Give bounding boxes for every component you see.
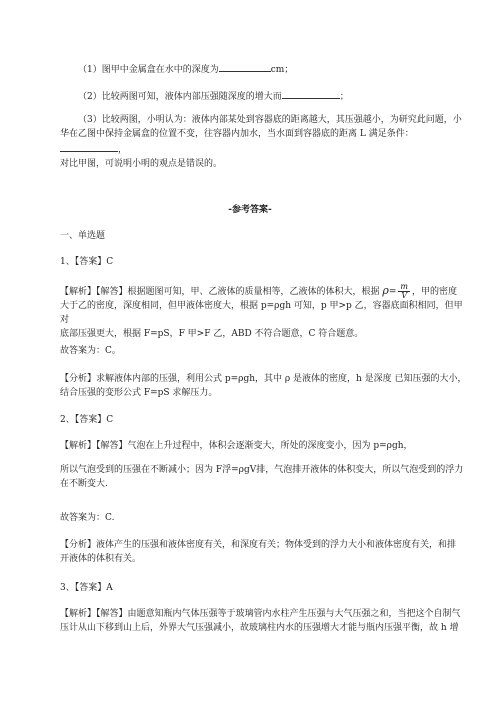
answer-blank-3[interactable]: [60, 142, 118, 152]
section-heading: 一、单选题: [60, 231, 106, 241]
rho-symbol: ρ: [382, 284, 389, 297]
answer-3-explanation: 【解析】【解答】由题意知瓶内气体压强等于玻璃管内水柱产生压强与大气压强之和，当把这个自制气 压计从山下移到山上后，外界大气压强减小，故玻璃柱内水的压强增大才能与瓶内压强平衡，故 h 增: [60, 609, 461, 633]
answer-blank-1[interactable]: [219, 62, 271, 72]
answer-1-analysis: 【分析】求解液体内部的压强，利用公式 p=ρgh，其中 ρ 是液体的密度，h 是深度 已知压强的大小， 结合压强的变形公式 F=pS 求解压力。: [60, 374, 467, 398]
question-3: （3）比较两图，小明认为：液体内部某处到容器底的距离越大，其压强越小，为研究此问题，小 华在乙图中保持金属盒的位置不变，往容器内加水，当水面到容器底的距离 L 满足条件：， 对比甲图，可说明小明的观点是错误的。: [60, 114, 470, 172]
answer-2-header: 2、【答案】C: [60, 415, 114, 425]
question-1-text: （1）图甲中金属盒在水中的深度为: [78, 65, 219, 75]
question-3-line-1: （3）比较两图，小明认为：液体内部某处到容器底的距离越大，其压强越小，为研究此问题，小: [78, 115, 462, 125]
density-formula: $\frac{m}{V}$: [400, 282, 408, 300]
question-2-suffix: ；: [339, 92, 349, 102]
answer-1-conclusion: 故答案为：C。: [60, 346, 121, 356]
answer-1-header: 1、【答案】C: [60, 257, 114, 267]
question-2-text: （2）比较两图可知，液体内部压强随深度的增大而: [78, 92, 282, 102]
question-2: [60, 89, 488, 105]
answer-2-conclusion: 故答案为：C.: [60, 513, 115, 523]
answer-3-header: 3、【答案】A: [60, 583, 113, 593]
answer-title: -参考答案-: [228, 205, 272, 215]
answer-blank-2[interactable]: [282, 89, 340, 99]
question-1-unit: cm；: [270, 65, 294, 75]
question-1: [60, 62, 488, 78]
question-3-line-2: 华在乙图中保持金属盒的位置不变，往容器内加水，当水面到容器底的距离 L 满足条件：: [60, 128, 414, 139]
answer-2-explanation: 【解析】【解答】气泡在上升过程中，体积会逐渐变大，所处的深度变小，因为 p=ρgh， 所以气泡受到的压强在不断减小；因为 F浮=ρgV排，气泡排开液体的体积变大，所以气泡受到的浮力 在不断变大.: [60, 441, 464, 489]
question-3-line-3: 对比甲图，可说明小明的观点是错误的。: [60, 158, 223, 169]
answer-2-analysis: 【分析】液体产生的压强和液体密度有关，和深度有关；物体受到的浮力大小和液体密度有关，和排 开液体的体积有关。: [60, 540, 457, 564]
answer-1-explanation: 【解析】【解答】根据题图可知，甲、乙液体的质量相等，乙液体的体积大，根据 ρ= $\frac{m}{V}$ ，甲的密度 大于乙的密度，深度相同，但甲液体密度大，根据 p=ρgh 可知，p 甲>p 乙，容器底面积相同，但甲对 底部压强更大，根据 F=pS，F 甲>F 乙，ABD 不符合题意，C 符合题意。: [60, 282, 463, 339]
